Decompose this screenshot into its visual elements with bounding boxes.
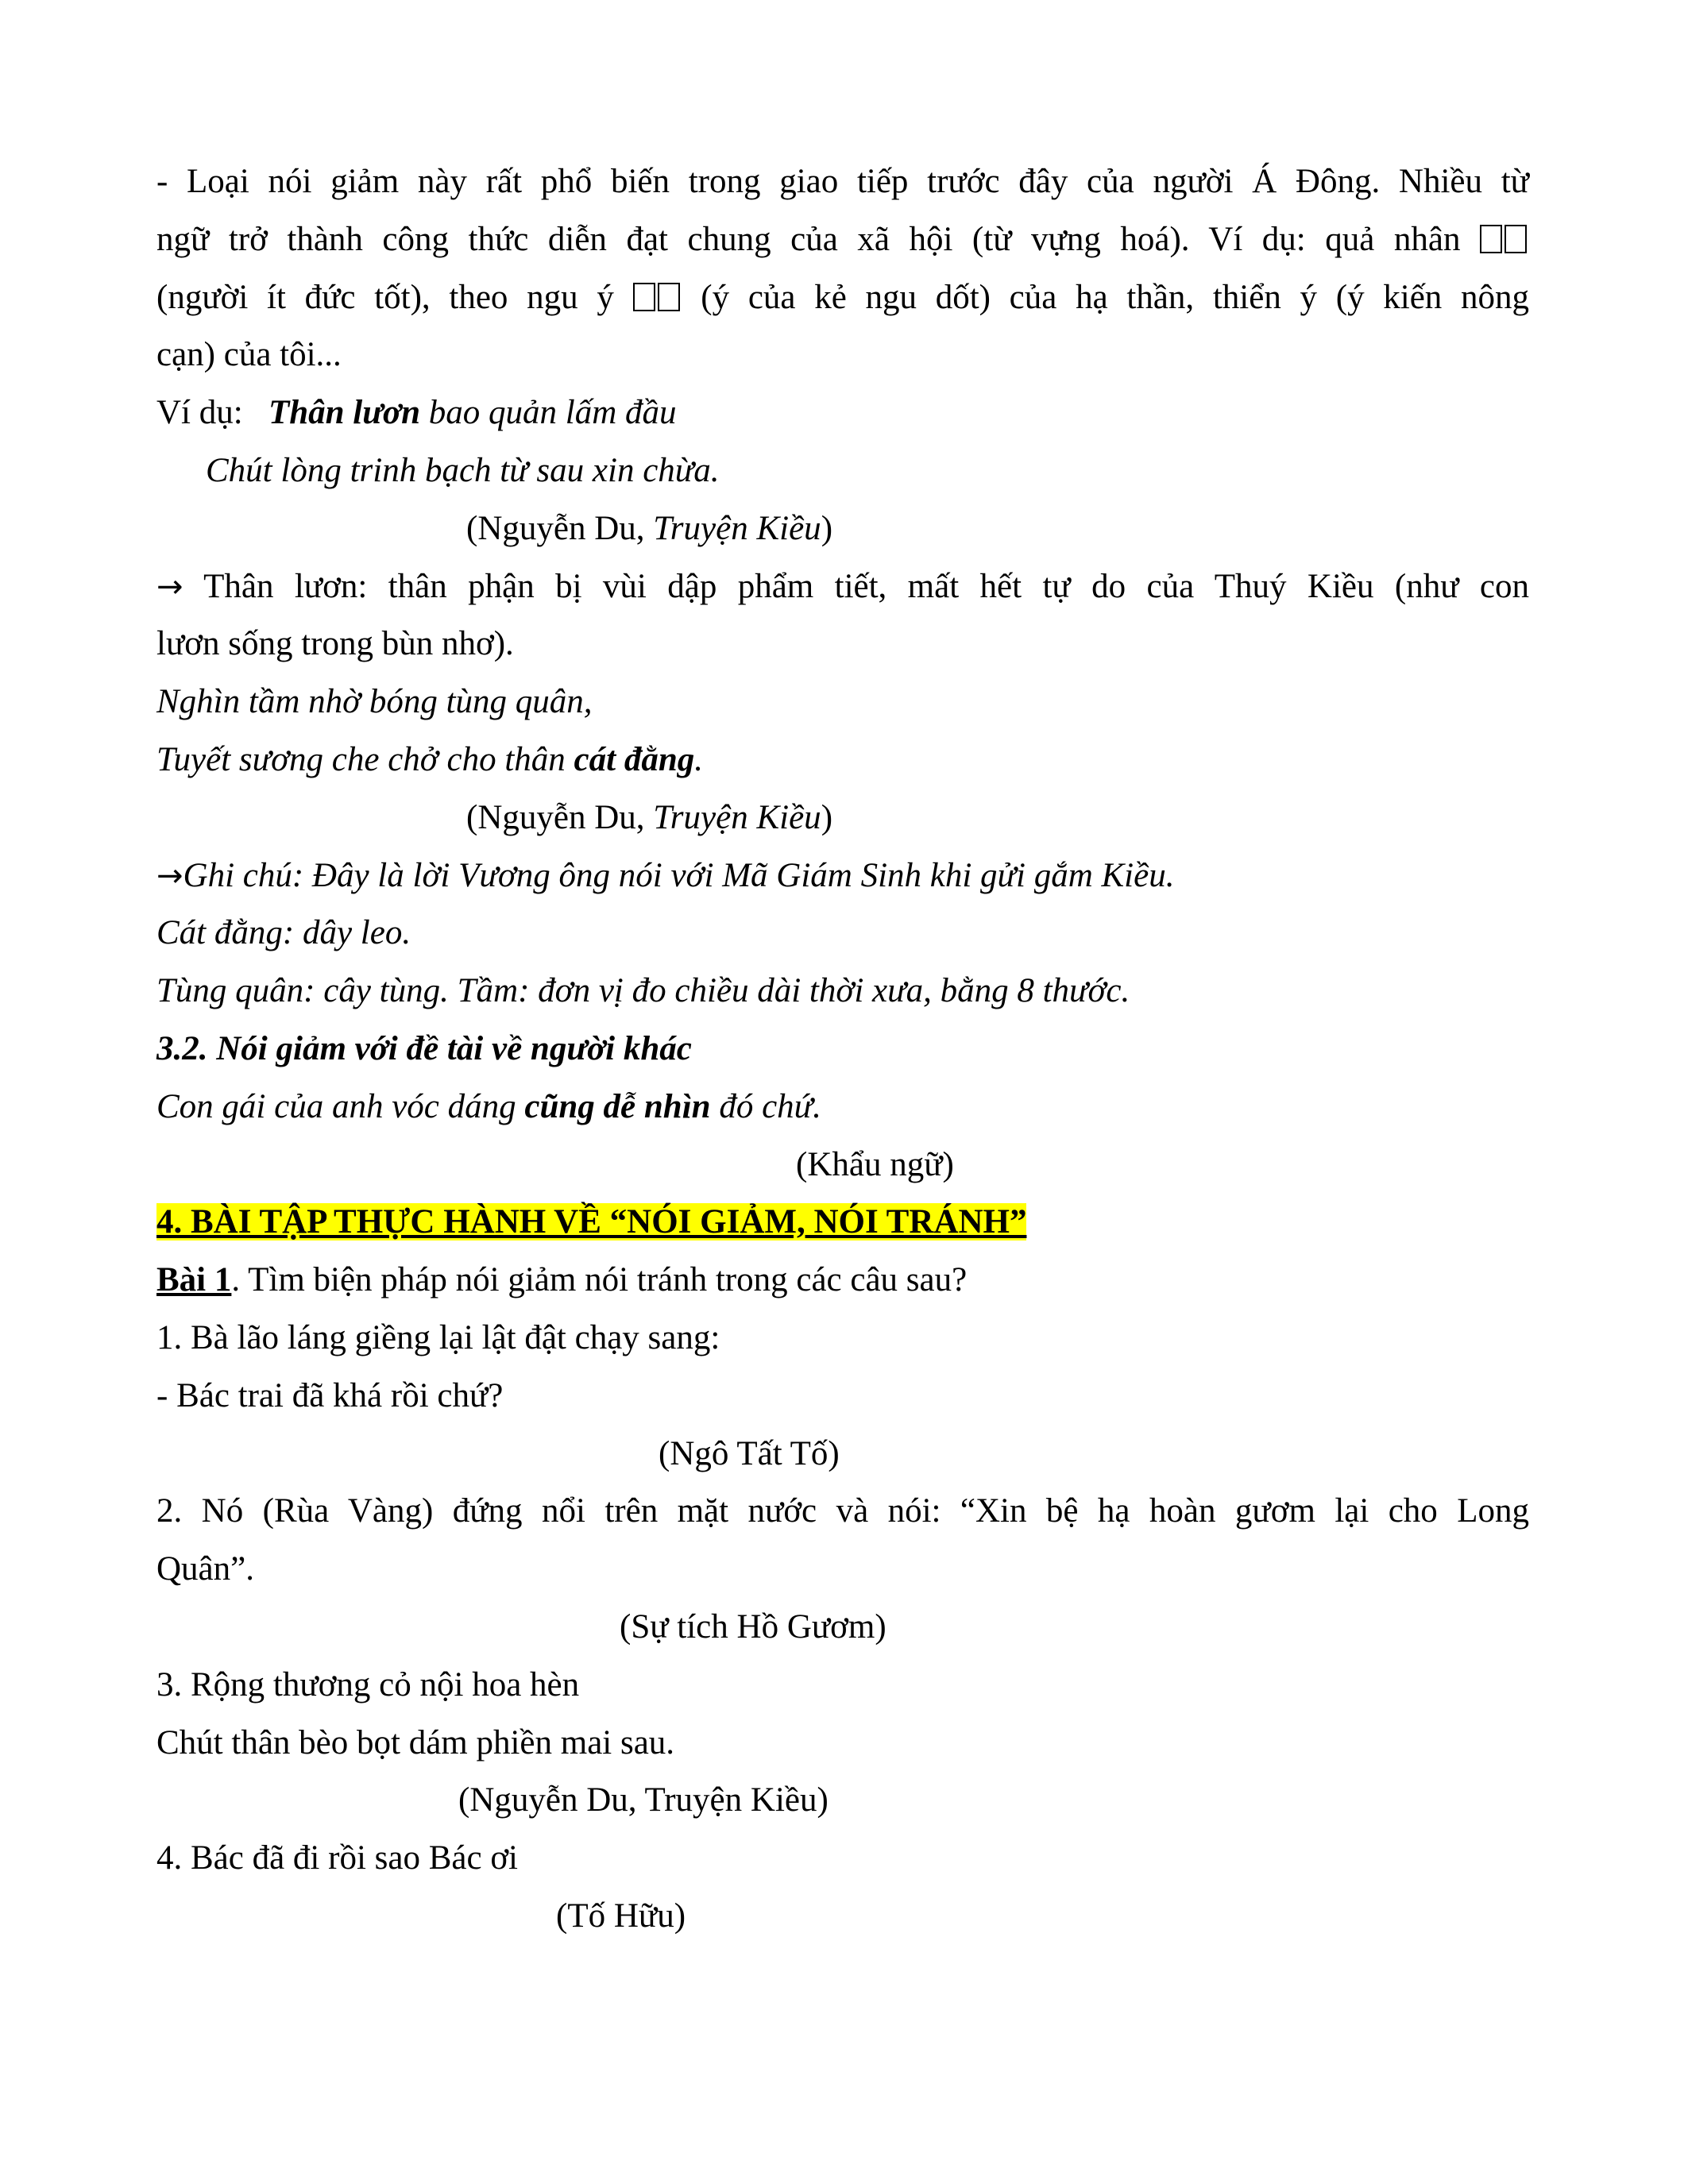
citation-close: ): [821, 509, 833, 547]
note-line: Cát đằng: dây leo.: [156, 914, 411, 952]
exercise-label: Bài 1: [156, 1261, 232, 1299]
note-line: lươn sống trong bùn nhơ).: [156, 625, 514, 663]
citation: (Sự tích Hồ Gươm): [620, 1607, 886, 1646]
citation: (Khẩu ngữ): [796, 1145, 954, 1183]
highlighted-phrase: Thân lươn: [268, 394, 420, 432]
example-line: [156, 1078, 1529, 1136]
citation: (Nguyễn Du, Truyện Kiều): [458, 1781, 829, 1819]
citation-author: (Nguyễn Du,: [466, 509, 654, 547]
verse-line: Nghìn tầm nhờ bóng tùng quân,: [156, 683, 593, 721]
exercise-prompt: [156, 1252, 1529, 1310]
citation: [156, 789, 1529, 847]
example-text: Con gái của anh vóc dáng: [156, 1087, 525, 1125]
arrow-right-icon: →: [156, 568, 183, 605]
note-line: Tùng quân: cây tùng. Tầm: đơn vị đo chiều dài thời xưa, bằng 8 thước.: [156, 972, 1130, 1010]
exercise-item: 4. Bác đã đi rồi sao Bác ơi: [156, 1839, 519, 1877]
paragraph-text: (người ít đức tốt), theo ngu ý: [156, 278, 614, 316]
note-text: Thân lươn: thân phận bị vùi dập phẩm tiết, mất hết tự do của Thuý Kiều (như con: [183, 567, 1529, 605]
exercise-item: - Bác trai đã khá rồi chứ?: [156, 1376, 504, 1414]
verse-line: Chút lòng trinh bạch từ sau xin chừa.: [206, 451, 720, 489]
paragraph-text: ngữ trở thành công thức diễn đạt chung của xã hội (từ vựng hoá). Ví dụ: quả nhân: [156, 220, 1461, 258]
verse-text: Tuyết sương che chở cho thân: [156, 740, 574, 778]
note-line: [156, 558, 1529, 616]
missing-glyph-boxes: [1480, 211, 1529, 269]
exercise-item: Quân”.: [156, 1550, 254, 1588]
citation: (Ngô Tất Tố): [659, 1434, 840, 1472]
document-body: [156, 153, 1529, 1946]
section-heading: 3.2. Nói giảm với đề tài về người khác: [156, 1029, 692, 1067]
exercise-item: 3. Rộng thương cỏ nội hoa hèn: [156, 1665, 580, 1704]
example-line: [156, 384, 1529, 442]
paragraph-line: cạn) của tôi...: [156, 336, 342, 374]
example-text: đó chứ.: [710, 1087, 821, 1125]
highlighted-phrase: cát đằng: [574, 740, 695, 778]
verse-line: [156, 731, 1529, 789]
exercise-item: 1. Bà lão láng giềng lại lật đật chạy sang:: [156, 1318, 720, 1356]
exercise-item: Chút thân bèo bọt dám phiền mai sau.: [156, 1723, 675, 1761]
citation-work: Truyện Kiều: [653, 798, 821, 836]
citation: (Tố Hữu): [556, 1897, 686, 1935]
verse-text: bao quản lấm đầu: [420, 394, 677, 432]
section-heading-line: [156, 1194, 1529, 1252]
paragraph-line: - Loại nói giảm này rất phổ biến trong giao tiếp trước đây của người Á Đông. Nhiều từ: [156, 163, 1529, 200]
paragraph-line: [156, 269, 1529, 327]
paragraph-line: [156, 211, 1529, 269]
example-label: Ví dụ:: [156, 394, 243, 432]
arrow-right-icon: →: [156, 857, 183, 894]
citation-author: (Nguyễn Du,: [466, 798, 654, 836]
section-heading-highlighted: 4. BÀI TẬP THỰC HÀNH VỀ “NÓI GIẢM, NÓI TRÁNH”: [156, 1203, 1027, 1241]
highlighted-phrase: cũng dễ nhìn: [524, 1087, 711, 1125]
note-text: Ghi chú: Đây là lời Vương ông nói với Mã Giám Sinh khi gửi gắm Kiều.: [183, 856, 1175, 894]
citation-close: ): [821, 798, 833, 836]
verse-text: .: [694, 740, 703, 778]
exercise-prompt-text: . Tìm biện pháp nói giảm nói tránh trong các câu sau?: [231, 1261, 968, 1299]
note-line: [156, 847, 1529, 905]
citation-work: Truyện Kiều: [653, 509, 821, 547]
exercise-item: 2. Nó (Rùa Vàng) đứng nổi trên mặt nước và nói: “Xin bệ hạ hoàn gươm lại cho Long: [156, 1492, 1529, 1530]
missing-glyph-boxes: [633, 269, 682, 327]
citation: [156, 500, 1529, 558]
paragraph-text: (ý của kẻ ngu dốt) của hạ thần, thiển ý (ý kiến nông: [701, 278, 1530, 316]
